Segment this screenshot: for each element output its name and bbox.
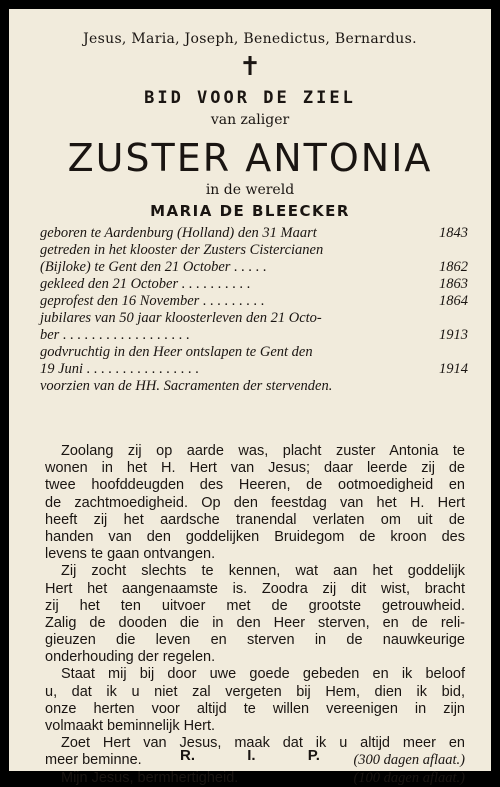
text-line: Zij zocht slechts te kennen, wat aan het goddelijk [61,563,465,580]
event-line [40,310,468,327]
life-events [40,225,468,395]
indulgence-prayer: Mijn Jesus, bermhertigheid. [61,769,239,786]
text-line: Zoet Hert van Jesus, maak dat ik u altijd meer en [61,735,465,752]
text-line: Hert het aangenaamste is. Zoodra zij dit wist, bracht [45,580,465,597]
event-line [40,276,468,293]
event-text: jubilares van 50 jaar kloosterleven den 21 Octo- [40,310,322,326]
text-line: wonen in het H. Hert van Jesus; daar leerde zij de [45,460,465,477]
event-line [40,378,468,395]
event-year: 1913 [439,327,468,343]
memorial-card [9,9,491,786]
text-line: Zalig de dooden die in den Heer sterven, en de reli- [45,614,465,631]
event-year: 1914 [439,361,468,377]
event-text: gekleed den 21 October . . . . . . . . . . [40,276,251,292]
prayer-heading: BID VOOR DE ZIEL [144,88,356,108]
subheading: van zaliger [210,112,290,128]
event-text: (Bijloke) te Gent den 21 October . . . . . [40,259,267,275]
event-text: geboren te Aardenburg (Holland) den 31 Maart [40,225,317,241]
event-text: 19 Juni . . . . . . . . . . . . . . . . [40,361,200,377]
text-line: handen van den goddelijken Bruidegom de kroon des [45,528,465,545]
text-span: meer beminne. [45,752,142,769]
text-line: onderhouding der regelen. [45,649,216,666]
text-line: Zoolang zij op aarde was, placht zuster Antonia te [61,443,465,459]
event-text: voorzien van de HH. Sacramenten der stervenden. [40,378,333,394]
text-line: u, dat ik u niet zal vergeten bij Hem, dien ik bid, [45,683,465,700]
event-year: 1864 [439,293,468,309]
event-line [40,327,468,344]
indulgence-line [45,770,465,787]
event-line [40,361,468,378]
meditation-text [45,443,465,787]
text-line: heeft zij het aardsche tranendal verlaten om uit de [45,511,465,528]
event-line [40,259,468,276]
text-line: zij het ten uitvoer met de grootste getrouwheid. [45,597,465,614]
indulgence-note: (300 dagen aflaat.) [353,752,465,769]
event-text: geprofest den 16 November . . . . . . . . . [40,293,265,309]
text-line: gieuzen die leven en sterven in de nauwkeurige [45,632,465,649]
text-line: twee hoofddeugden des Heeren, de ootmoedigheid en [45,477,465,494]
event-year: 1863 [439,276,468,292]
text-line: onze herten voor altijd te willen vereenigen in zijn [45,700,465,717]
event-year: 1862 [439,259,468,275]
event-line [40,293,468,310]
invocation: Jesus, Maria, Joseph, Benedictus, Bernardus. [83,31,417,47]
deceased-name: ZUSTER ANTONIA [67,136,433,180]
text-line: volmaakt beminnelijk Hert. [45,718,216,734]
event-text: ber . . . . . . . . . . . . . . . . . . [40,327,190,343]
indulgence-note: (100 dagen aflaat.) [353,769,465,786]
event-line [40,242,468,259]
event-year: 1843 [439,225,468,241]
birth-name: MARIA DE BLEECKER [150,202,350,220]
world-label: in de wereld [205,182,295,198]
event-line [40,344,468,361]
cross-icon: ✝ [239,52,261,82]
event-line [40,225,468,242]
rip-footer: R. I. P. [180,747,320,764]
text-line: de zachtmoedigheid. Op den feestdag van het H. Hert [45,494,465,511]
text-line: Staat mij bij door uwe goede gebeden en ik beloof [61,666,465,683]
text-line: levens te gaan ontvangen. [45,546,216,563]
event-text: getreden in het klooster der Zusters Cistercianen [40,242,324,258]
event-text: godvruchtig in den Heer ontslapen te Gent den [40,344,313,360]
